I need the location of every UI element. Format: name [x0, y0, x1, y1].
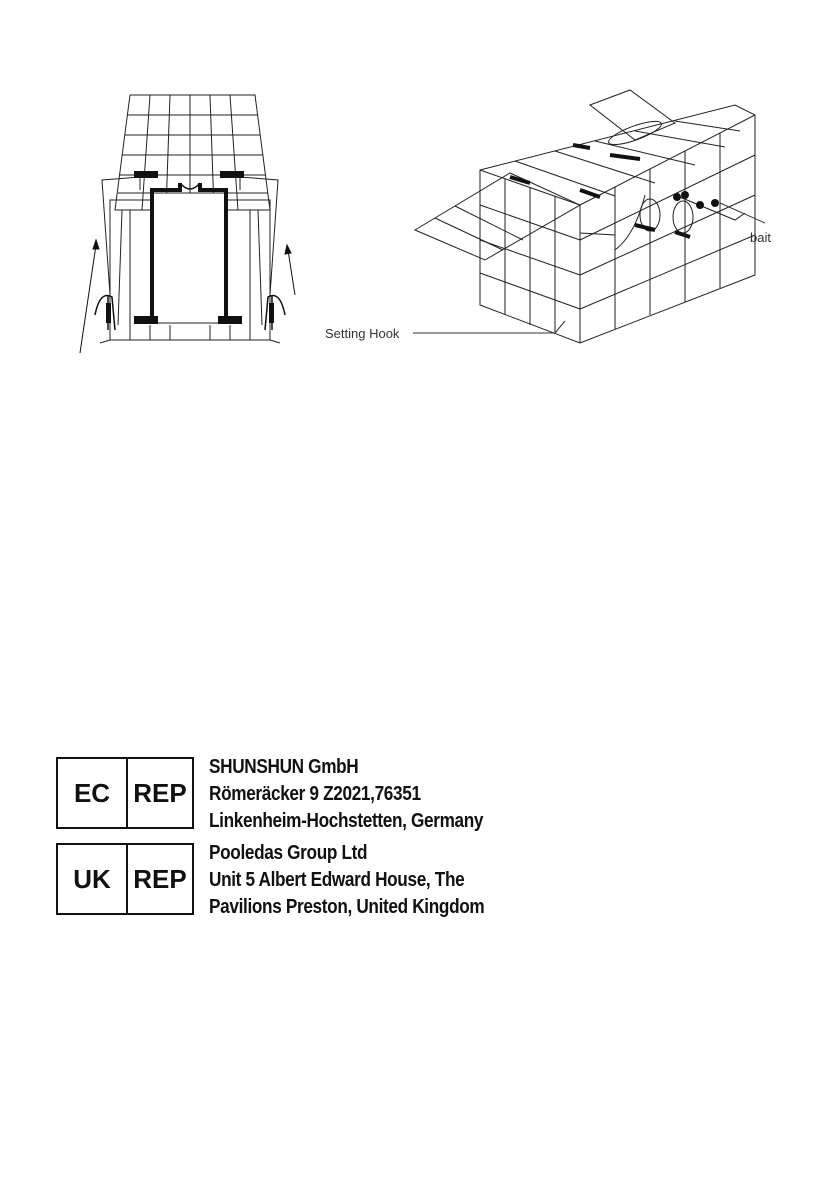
bait-dots: [673, 191, 719, 209]
cage-body: [415, 90, 755, 343]
setting-hook-label: Setting Hook: [325, 326, 400, 341]
door-opening: [152, 193, 226, 323]
bottom-right-clip: [218, 316, 242, 324]
ec-company-name: SHUNSHUN GmbH: [209, 756, 359, 778]
bottom-left-clip: [134, 316, 158, 324]
uk-city-line: Pavilions Preston, United Kingdom: [209, 896, 485, 918]
ec-label: EC: [58, 759, 128, 827]
ec-rep-badge: [56, 757, 194, 829]
ec-city-line: Linkenheim-Hochstetten, Germany: [209, 810, 484, 832]
rep-label: REP: [133, 863, 187, 894]
top-right-clip: [220, 171, 244, 178]
uk-rep-badge: [56, 843, 194, 915]
uk-label: UK: [58, 845, 128, 913]
trap-front-diagram: [70, 85, 320, 365]
ec-address-line: Römeräcker 9 Z2021,76351: [209, 783, 421, 805]
trap-side-diagram: [315, 85, 815, 365]
uk-address-line: Unit 5 Albert Edward House, The: [209, 869, 465, 891]
uk-company-name: Pooledas Group Ltd: [209, 842, 368, 864]
rep-label: REP: [133, 777, 187, 808]
bait-label: bait: [750, 230, 771, 245]
ec-rep-address: [209, 754, 483, 835]
top-left-clip: [134, 171, 158, 178]
uk-rep-address: [209, 840, 484, 921]
